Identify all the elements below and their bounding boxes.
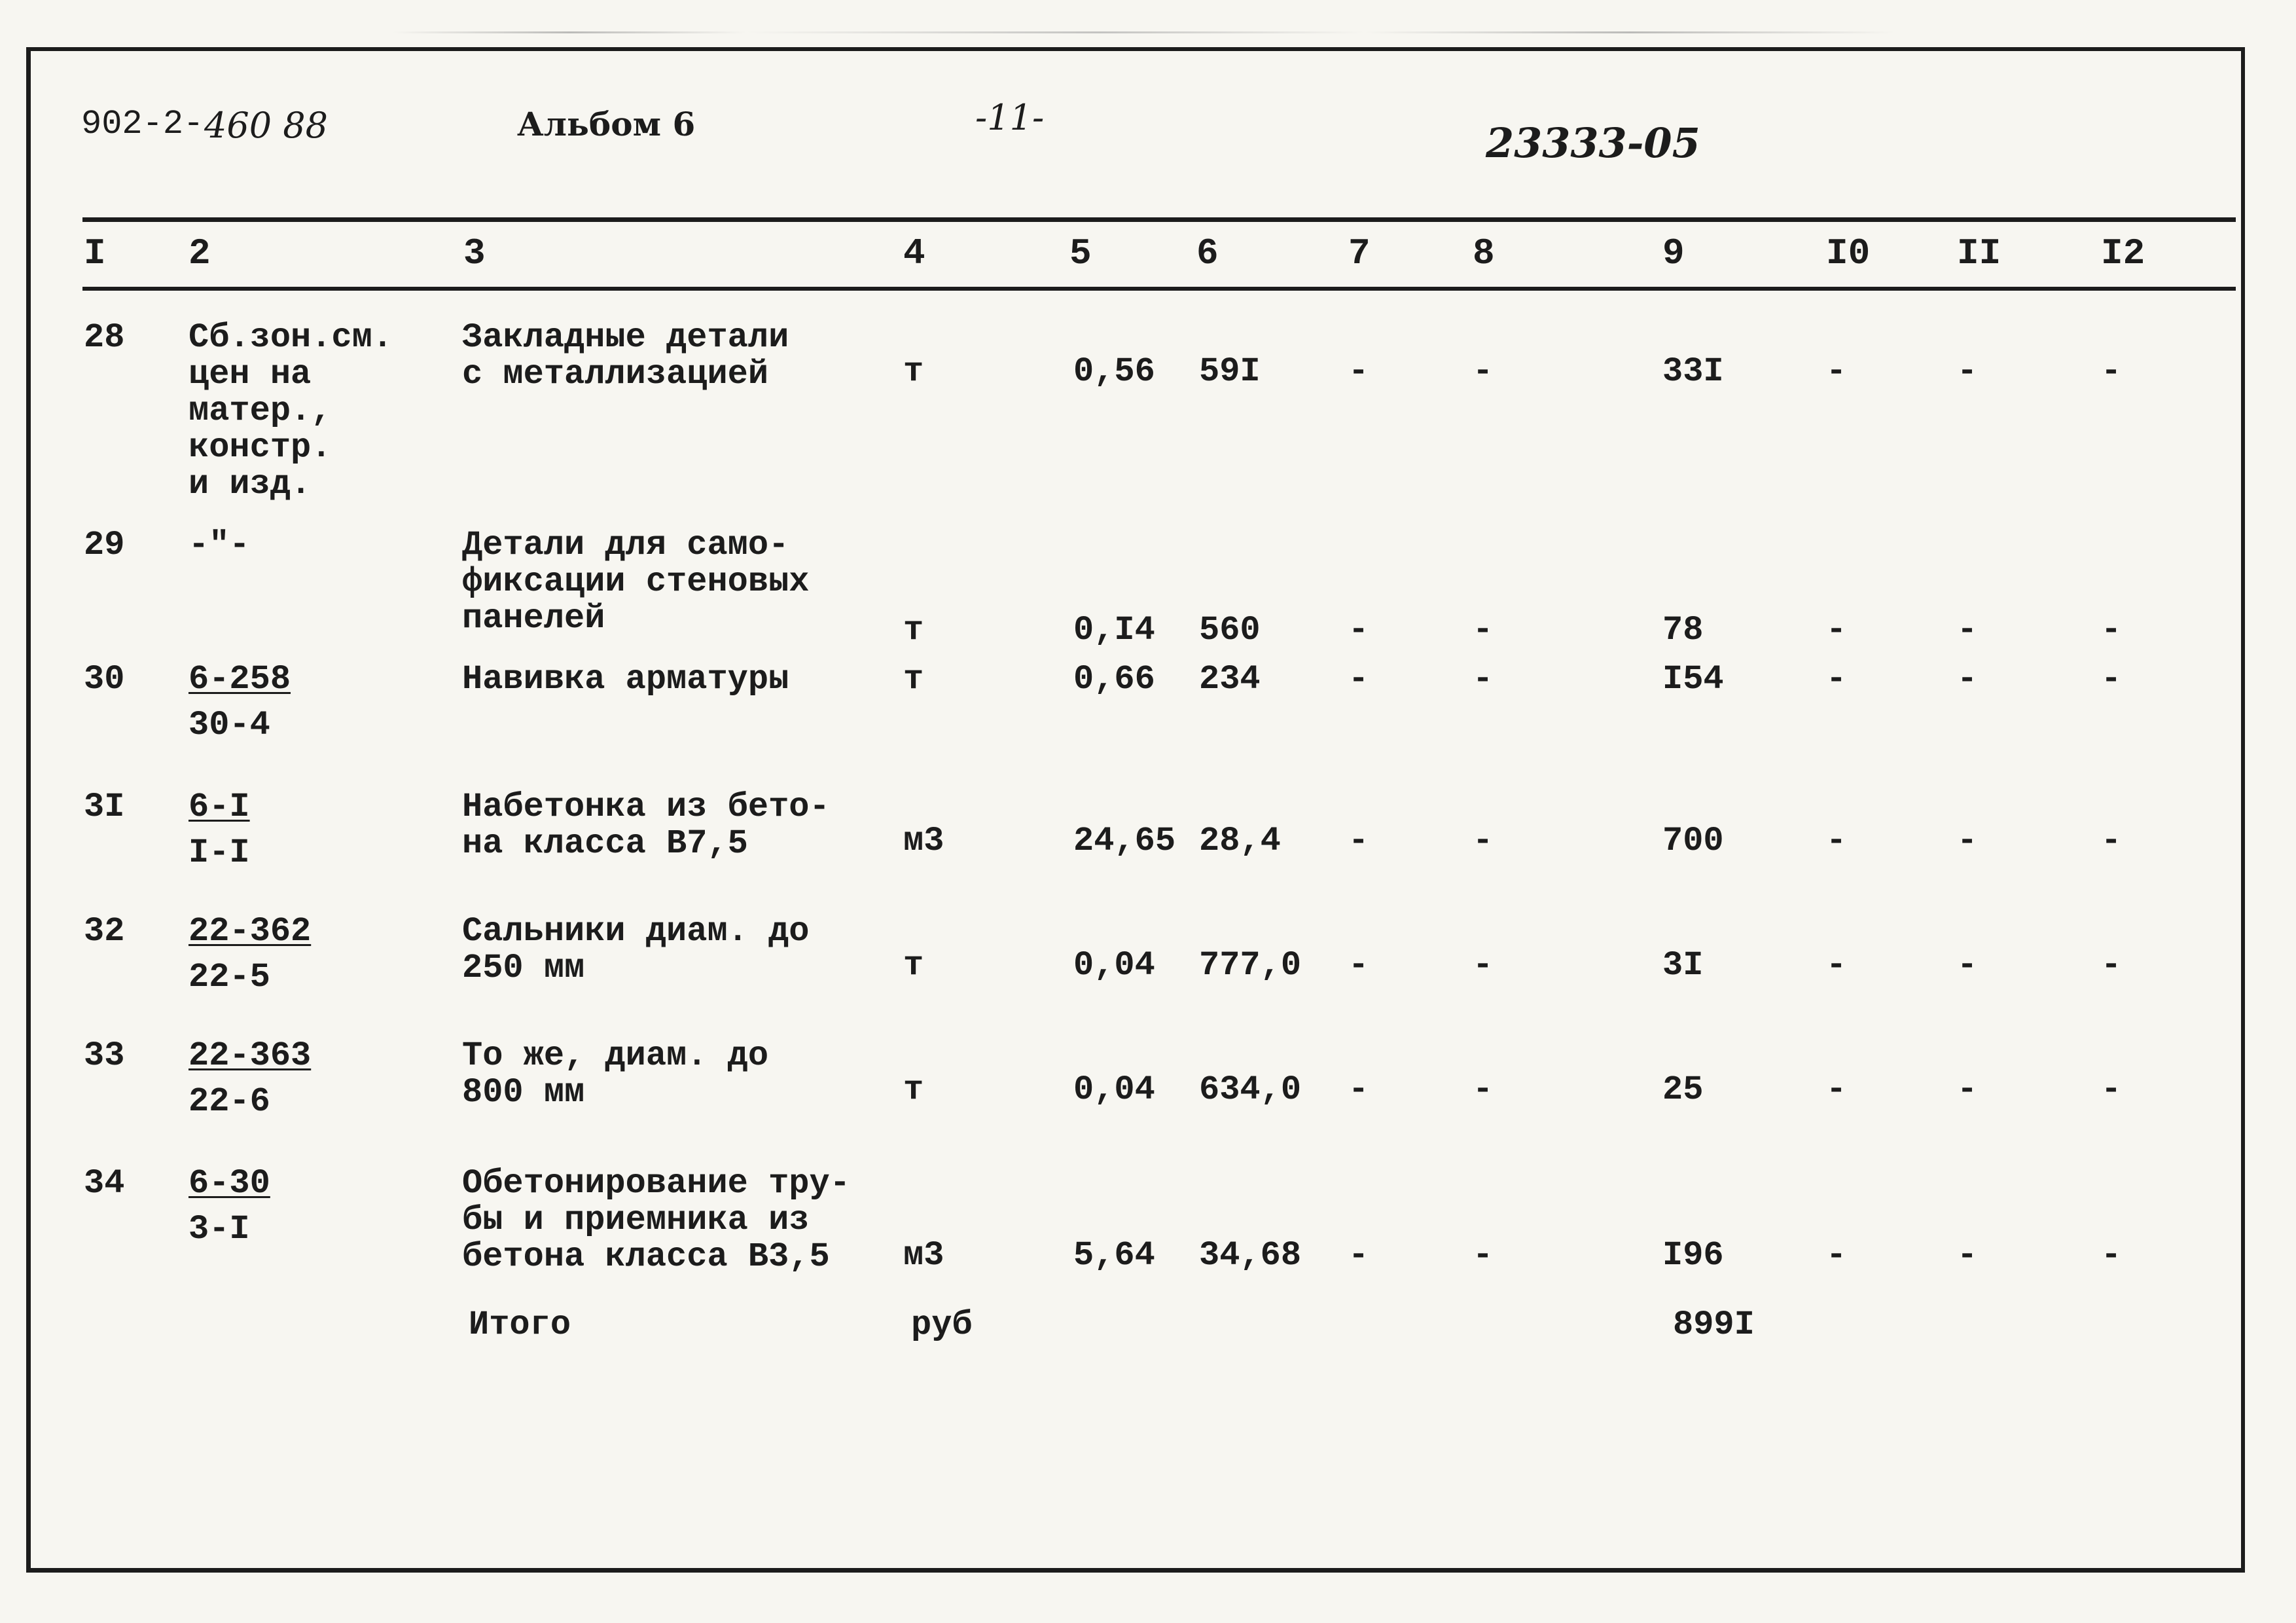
row-unit: т	[903, 352, 924, 391]
row-col11: -	[1957, 611, 1978, 649]
total-label: Итого	[469, 1305, 571, 1344]
total-value: 899I	[1673, 1305, 1755, 1344]
row-col7: -	[1348, 660, 1369, 699]
row-col9: 33I	[1662, 352, 1724, 391]
row-name: То же, диам. до 800 мм	[462, 1036, 769, 1112]
col-header-10: I0	[1826, 232, 1871, 274]
row-col8: -	[1473, 1070, 1494, 1109]
row-reference-sub: 3-I	[188, 1210, 250, 1249]
row-name: Сальники диам. до 250 мм	[462, 912, 810, 987]
row-quantity: 5,64	[1073, 1236, 1155, 1275]
row-unit: т	[903, 660, 924, 699]
row-col11: -	[1957, 660, 1978, 699]
row-quantity: 24,65	[1073, 822, 1176, 860]
row-number: 3I	[84, 788, 125, 826]
total-unit: руб	[911, 1305, 973, 1344]
row-reference-sub: 22-5	[188, 958, 270, 996]
row-col8: -	[1473, 946, 1494, 985]
col-header-3: 3	[463, 232, 486, 274]
col-header-7: 7	[1348, 232, 1371, 274]
row-col7: -	[1348, 611, 1369, 649]
page-number: -11-	[975, 97, 1045, 138]
row-col9: I96	[1662, 1236, 1724, 1275]
row-col9: 700	[1662, 822, 1724, 860]
row-name: Детали для само- фиксации стеновых панелей	[462, 526, 810, 638]
row-reference: 22-363	[188, 1036, 312, 1075]
row-reference-sub: 22-6	[188, 1082, 270, 1121]
col-header-2: 2	[188, 232, 211, 274]
row-unit: т	[903, 1070, 924, 1109]
row-unit: т	[903, 611, 924, 649]
row-price: 28,4	[1199, 822, 1281, 860]
doc-number: 23333-05	[1486, 119, 1700, 167]
row-col8: -	[1473, 660, 1494, 699]
row-col11: -	[1957, 946, 1978, 985]
row-number: 34	[84, 1164, 125, 1203]
row-col10: -	[1826, 352, 1847, 391]
row-col12: -	[2101, 1236, 2122, 1275]
album-label: Альбом 6	[517, 105, 696, 143]
row-col11: -	[1957, 822, 1978, 860]
row-col12: -	[2101, 946, 2122, 985]
col-header-12: I2	[2101, 232, 2145, 274]
col-header-9: 9	[1662, 232, 1685, 274]
row-col9: 25	[1662, 1070, 1704, 1109]
row-col9: 78	[1662, 611, 1704, 649]
row-price: 234	[1199, 660, 1261, 699]
row-number: 28	[84, 318, 125, 357]
row-col10: -	[1826, 946, 1847, 985]
row-col7: -	[1348, 1236, 1369, 1275]
row-col7: -	[1348, 946, 1369, 985]
row-number: 33	[84, 1036, 125, 1075]
row-col8: -	[1473, 611, 1494, 649]
row-col10: -	[1826, 1236, 1847, 1275]
row-reference: 6-30	[188, 1164, 270, 1203]
row-col10: -	[1826, 611, 1847, 649]
row-col8: -	[1473, 352, 1494, 391]
row-quantity: 0,I4	[1073, 611, 1155, 649]
row-name: Набетонка из бето- на класса В7,5	[462, 788, 830, 863]
row-col8: -	[1473, 822, 1494, 860]
row-col12: -	[2101, 611, 2122, 649]
row-reference: -"-	[188, 526, 250, 564]
row-col12: -	[2101, 660, 2122, 699]
row-number: 29	[84, 526, 125, 564]
row-reference-sub: 30-4	[188, 706, 270, 744]
row-price: 34,68	[1199, 1236, 1302, 1275]
row-name: Закладные детали с металлизацией	[462, 318, 789, 393]
row-quantity: 0,04	[1073, 946, 1155, 985]
row-col8: -	[1473, 1236, 1494, 1275]
row-col11: -	[1957, 1070, 1978, 1109]
row-col9: I54	[1662, 660, 1724, 699]
row-name: Навивка арматуры	[462, 660, 789, 699]
row-reference: 22-362	[188, 912, 312, 951]
row-reference: 6-258	[188, 660, 291, 699]
row-reference: 6-I	[188, 788, 250, 826]
row-reference: Сб.зон.см. цен на матер., констр. и изд.	[188, 318, 393, 503]
row-quantity: 0,66	[1073, 660, 1155, 699]
row-col12: -	[2101, 352, 2122, 391]
page-border	[26, 47, 2245, 1573]
col-header-4: 4	[903, 232, 925, 274]
row-col7: -	[1348, 1070, 1369, 1109]
col-header-8: 8	[1473, 232, 1495, 274]
row-col7: -	[1348, 352, 1369, 391]
header-rule-top	[82, 217, 2236, 222]
row-unit: м3	[903, 1236, 944, 1275]
row-price: 560	[1199, 611, 1261, 649]
header-rule-bottom	[82, 287, 2236, 291]
col-header-1: I	[84, 232, 106, 274]
doc-code-printed: 902-2-	[81, 105, 204, 143]
col-header-6: 6	[1196, 232, 1219, 274]
row-price: 59I	[1199, 352, 1261, 391]
row-quantity: 0,56	[1073, 352, 1155, 391]
row-col12: -	[2101, 822, 2122, 860]
col-header-5: 5	[1069, 232, 1092, 274]
row-col7: -	[1348, 822, 1369, 860]
row-col11: -	[1957, 352, 1978, 391]
col-header-11: II	[1957, 232, 2001, 274]
row-number: 30	[84, 660, 125, 699]
row-col12: -	[2101, 1070, 2122, 1109]
row-col10: -	[1826, 1070, 1847, 1109]
row-unit: м3	[903, 822, 944, 860]
row-price: 634,0	[1199, 1070, 1302, 1109]
row-number: 32	[84, 912, 125, 951]
row-price: 777,0	[1199, 946, 1302, 985]
row-col11: -	[1957, 1236, 1978, 1275]
row-name: Обетонирование тру- бы и приемника из бетона класса В3,5	[462, 1164, 850, 1276]
doc-code-handwritten: 460 88	[204, 105, 328, 146]
row-col10: -	[1826, 822, 1847, 860]
row-col10: -	[1826, 660, 1847, 699]
row-col9: 3I	[1662, 946, 1704, 985]
row-quantity: 0,04	[1073, 1070, 1155, 1109]
scan-artifact	[393, 31, 2160, 33]
row-reference-sub: I-I	[188, 833, 250, 872]
row-unit: т	[903, 946, 924, 985]
